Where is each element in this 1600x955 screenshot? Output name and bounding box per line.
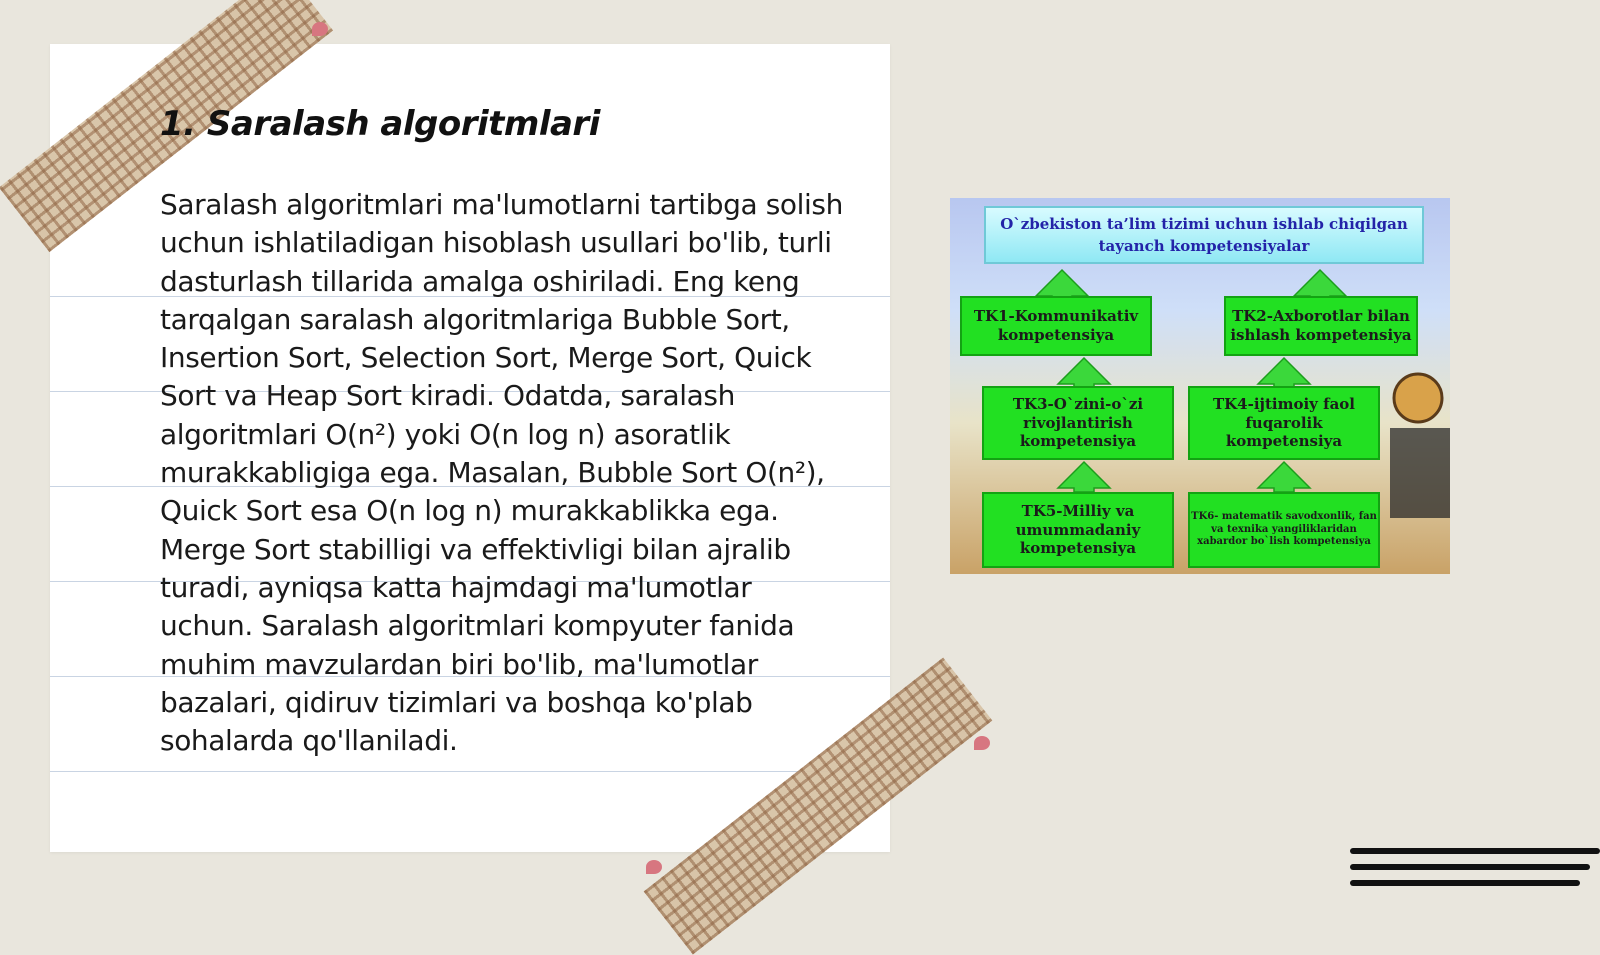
arrow-up-icon — [1058, 358, 1110, 388]
diagram-header-box: O`zbekiston ta’lim tizimi uchun ishlab chiqilgan tayanch kompetensiyalar — [984, 206, 1424, 264]
diagram-box-tk1: TK1-Kommunikativ kompetensiya — [960, 296, 1152, 356]
arrow-up-icon — [1258, 358, 1310, 388]
arrow-up-icon — [1058, 462, 1110, 492]
diagram-box-tk3: TK3-O`zini-o`zi rivojlantirish kompetensiya — [982, 386, 1174, 460]
diagram-box-tk2: TK2-Axborotlar bilan ishlash kompetensiya — [1224, 296, 1418, 356]
slide-title: 1. Saralash algoritmlari — [160, 104, 600, 144]
tape-pin-top — [312, 22, 328, 36]
diagram-box-tk4: TK4-ijtimoiy faol fuqarolik kompetensiya — [1188, 386, 1380, 460]
paper-rule-line — [50, 771, 890, 772]
diagram-box-tk6: TK6- matematik savodxonlik, fan va texnika yangiliklaridan xabardor bo`lish kompetensiya — [1188, 492, 1380, 568]
competency-diagram-image — [950, 198, 1450, 574]
arrow-up-icon — [1036, 270, 1088, 298]
diagram-box-tk5: TK5-Milliy va umummadaniy kompetensiya — [982, 492, 1174, 568]
tape-pin-right — [974, 736, 990, 750]
chalkboard-decoration — [1390, 428, 1450, 518]
arrow-up-icon — [1294, 270, 1346, 298]
arrow-up-icon — [1258, 462, 1310, 492]
decorative-lines — [1350, 848, 1600, 896]
slide-body-text: Saralash algoritmlari ma'lumotlarni tartibga solish uchun ishlatiladigan hisoblash usullari bo'lib, turli dasturlash tillarida amalga oshiriladi. Eng keng tarqalgan saralash algoritmlariga Bubble Sort, Insertion Sort, Selection Sort, Merge Sort, Quick Sort va Heap Sort kiradi. Odatda, saralash algoritmlari O(n²) yoki O(n log n) asoratlik murakkabligiga ega. Masalan, Bubble Sort O(n²), Quick Sort esa O(n log n) murakkablikka ega. Merge Sort stabilligi va effektivligi bilan ajralib turadi, ayniqsa katta hajmdagi ma'lumotlar uchun. Saralash algoritmlari kompyuter fanida muhim mavzulardan biri bo'lib, ma'lumotlar bazalari, qidiruv tizimlari va boshqa ko'plab sohalarda qo'llaniladi. — [160, 188, 843, 758]
tape-pin-left — [646, 860, 662, 874]
globe-icon — [1394, 374, 1442, 422]
